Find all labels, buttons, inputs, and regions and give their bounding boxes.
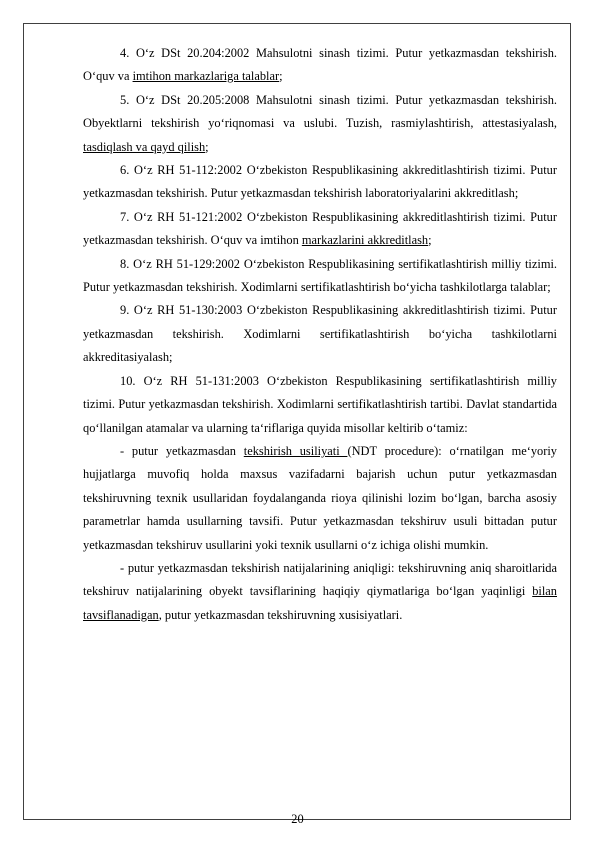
paragraph-3: 6. O‘z RH 51-112:2002 O‘zbekiston Respublikasining akkreditlashtirish tizimi. Putur yetkazmasdan tekshirish. Putur yetkazmasdan tekshirish laboratoriyalarini akkreditlash; (83, 163, 557, 201)
paragraph-8: - putur yetkazmasdan tekshirish usiliyati (NDT procedure): o‘rnatilgan me‘yoriy hujjatlarga muvofiq holda maxsus vazifadarni bajarish uchun putur yetkazmasdan tekshiruvning texnik usullaridan foydalanganda rioya qilinishi lozim bo‘lgan, barcha asosiy parametrlar hamda usullarning tavsifi. Putur yetkazmasdan tekshiruv usuli bittadan putur yetkazmasdan tekshiruv usullarini yoki texnik usullarni o‘z ichiga olishi mumkin. (83, 443, 557, 552)
hyperlink[interactable]: bilan tavsiflanadigan (83, 584, 557, 622)
paragraph-6: 9. O‘z RH 51-130:2003 O‘zbekiston Respublikasining akkreditlashtirish tizimi. Putur yetkazmasdan tekshirish. Xodimlarni sertifikatlashtirish bo‘yicha tashkilotlarni akkreditasiyalash; (83, 303, 557, 365)
hyperlink[interactable]: tasdiqlash va qayd qilish (83, 139, 206, 154)
paragraph-7: 10. O‘z RH 51-131:2003 O‘zbekiston Respublikasining sertifikatlashtirish milliy tizimi. Putur yetkazmasdan tekshirish. Xodimlarni sertifikatlashtirish tartibi. Davlat standartida qo‘llanilgan atamalar va ularning ta‘riflariga quyida misollar keltirib o‘tamiz: (83, 373, 557, 435)
paragraph-4: 7. O‘z RH 51-121:2002 O‘zbekiston Respublikasining akkreditlashtirish tizimi. Putur yetkazmasdan tekshirish. O‘quv va imtihon markazlarini akkreditlash; (83, 209, 557, 248)
hyperlink[interactable]: markazlarini akkreditlash (301, 233, 429, 248)
paragraph-2: 5. O‘z DSt 20.205:2008 Mahsulotni sinash tizimi. Putur yetkazmasdan tekshirish. Obyektlarni tekshirish yo‘riqnomasi va uslubi. Tuzish, rasmiylashtirish, attestasiyalash, tasdiqlash va qayd qilish; (83, 92, 557, 154)
paragraph-1: 4. O‘z DSt 20.204:2002 Mahsulotni sinash tizimi. Putur yetkazmasdan tekshirish. O‘quv va imtihon markazlariga talablar; (83, 46, 557, 84)
paragraph-9: - putur yetkazmasdan tekshirish natijalarining aniqligi: tekshiruvning aniq sharoitlarida tekshiruv natijalarining obyekt tavsiflarining haqiqiy qiymatlariga bo‘lgan yaqinligi bilan tavsiflanadigan, putur yetkazmasdan tekshiruvning xusisiyatlari. (83, 560, 557, 622)
document-body (83, 42, 557, 627)
page-number: 20 (291, 812, 304, 826)
hyperlink[interactable]: tekshirish usiliyati (243, 443, 348, 458)
hyperlink[interactable]: imtihon markazlariga talablar (132, 69, 280, 84)
paragraph-5: 8. O‘z RH 51-129:2002 O‘zbekiston Respublikasining sertifikatlashtirish milliy tizimi. Putur yetkazmasdan tekshirish. Xodimlarni sertifikatlashtirish bo‘yicha tashkilotlarga talablar; (83, 256, 557, 295)
